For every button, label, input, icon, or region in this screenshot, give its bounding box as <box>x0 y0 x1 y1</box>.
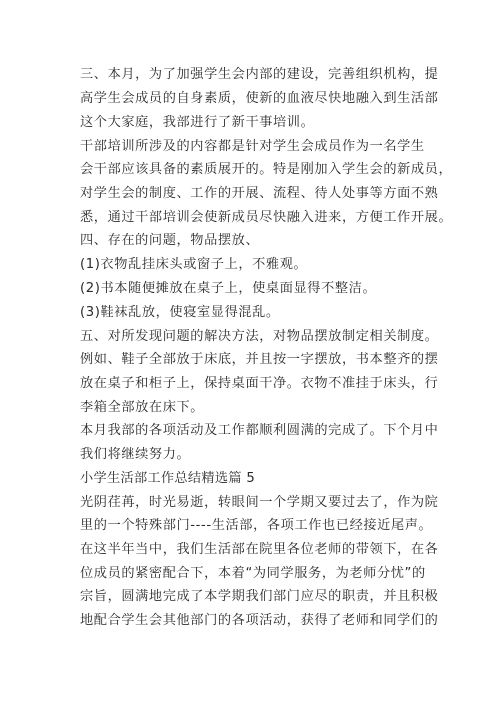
paragraph-line: 会干部应该具备的素质展开的。特是刚加入学生会的新成员， <box>80 162 453 177</box>
paragraph-line: 地配合学生会其他部门的各项活动，获得了老师和同学们的 <box>80 613 439 628</box>
paragraph-line: 光阴荏苒，时光易逝，转眼间一个学期又要过去了，作为院 <box>80 495 439 510</box>
paragraph-line: 里的一个特殊部门----生活部，各项工作也已经接近尾声。 <box>80 518 433 533</box>
paragraph-line: 例如、鞋子全部放于床底，并且按一字摆放，书本整齐的摆 <box>80 352 439 367</box>
paragraph-line: 高学生会成员的自身素质，使新的血液尽快地融入到生活部 <box>80 91 439 106</box>
paragraph-line: 对学生会的制度、工作的开展、流程、待人处事等方面不熟 <box>80 186 439 201</box>
paragraph-line: 本月我部的各项活动及工作都顺利圆满的完成了。下个月中 <box>80 423 439 438</box>
list-item: (3)鞋袜乱放，使寝室显得混乱。 <box>80 305 280 320</box>
paragraph-line: 三、本月，为了加强学生会内部的建设，完善组织机构，提 <box>80 67 439 82</box>
section-title: 小学生活部工作总结精选篇 5 <box>80 471 256 486</box>
paragraph-line: 悉，通过干部培训会使新成员尽快融入进来，方便工作开展。 <box>80 210 453 225</box>
paragraph-line: 我们将继续努力。 <box>80 447 191 462</box>
paragraph-line: 位成员的紧密配合下，本着“为同学服务，为老师分忧”的 <box>80 566 426 581</box>
paragraph-line: 干部培训所涉及的内容都是针对学生会成员作为一名学生 <box>80 139 425 154</box>
paragraph-line: 放在桌子和柜子上，保持桌面干净。衣物不准挂于床头，行 <box>80 376 439 391</box>
paragraph-line: 在这半年当中，我们生活部在院里各位老师的带领下，在各 <box>80 542 439 557</box>
paragraph-line: 李箱全部放在床下。 <box>80 400 205 415</box>
list-item: (1)衣物乱挂床头或窗子上，不雅观。 <box>80 257 308 272</box>
paragraph-line: 这个大家庭，我部进行了新干事培训。 <box>80 115 315 130</box>
list-item: (2)书本随便摊放在桌子上，使桌面显得不整洁。 <box>80 281 377 296</box>
section-heading: 五、对所发现问题的解决方法，对物品摆放制定相关制度。 <box>80 329 439 344</box>
section-heading: 四、存在的问题，物品摆放、 <box>80 233 260 248</box>
paragraph-line: 宗旨，圆满地完成了本学期我们部门应尽的职责，并且积极 <box>80 589 439 604</box>
